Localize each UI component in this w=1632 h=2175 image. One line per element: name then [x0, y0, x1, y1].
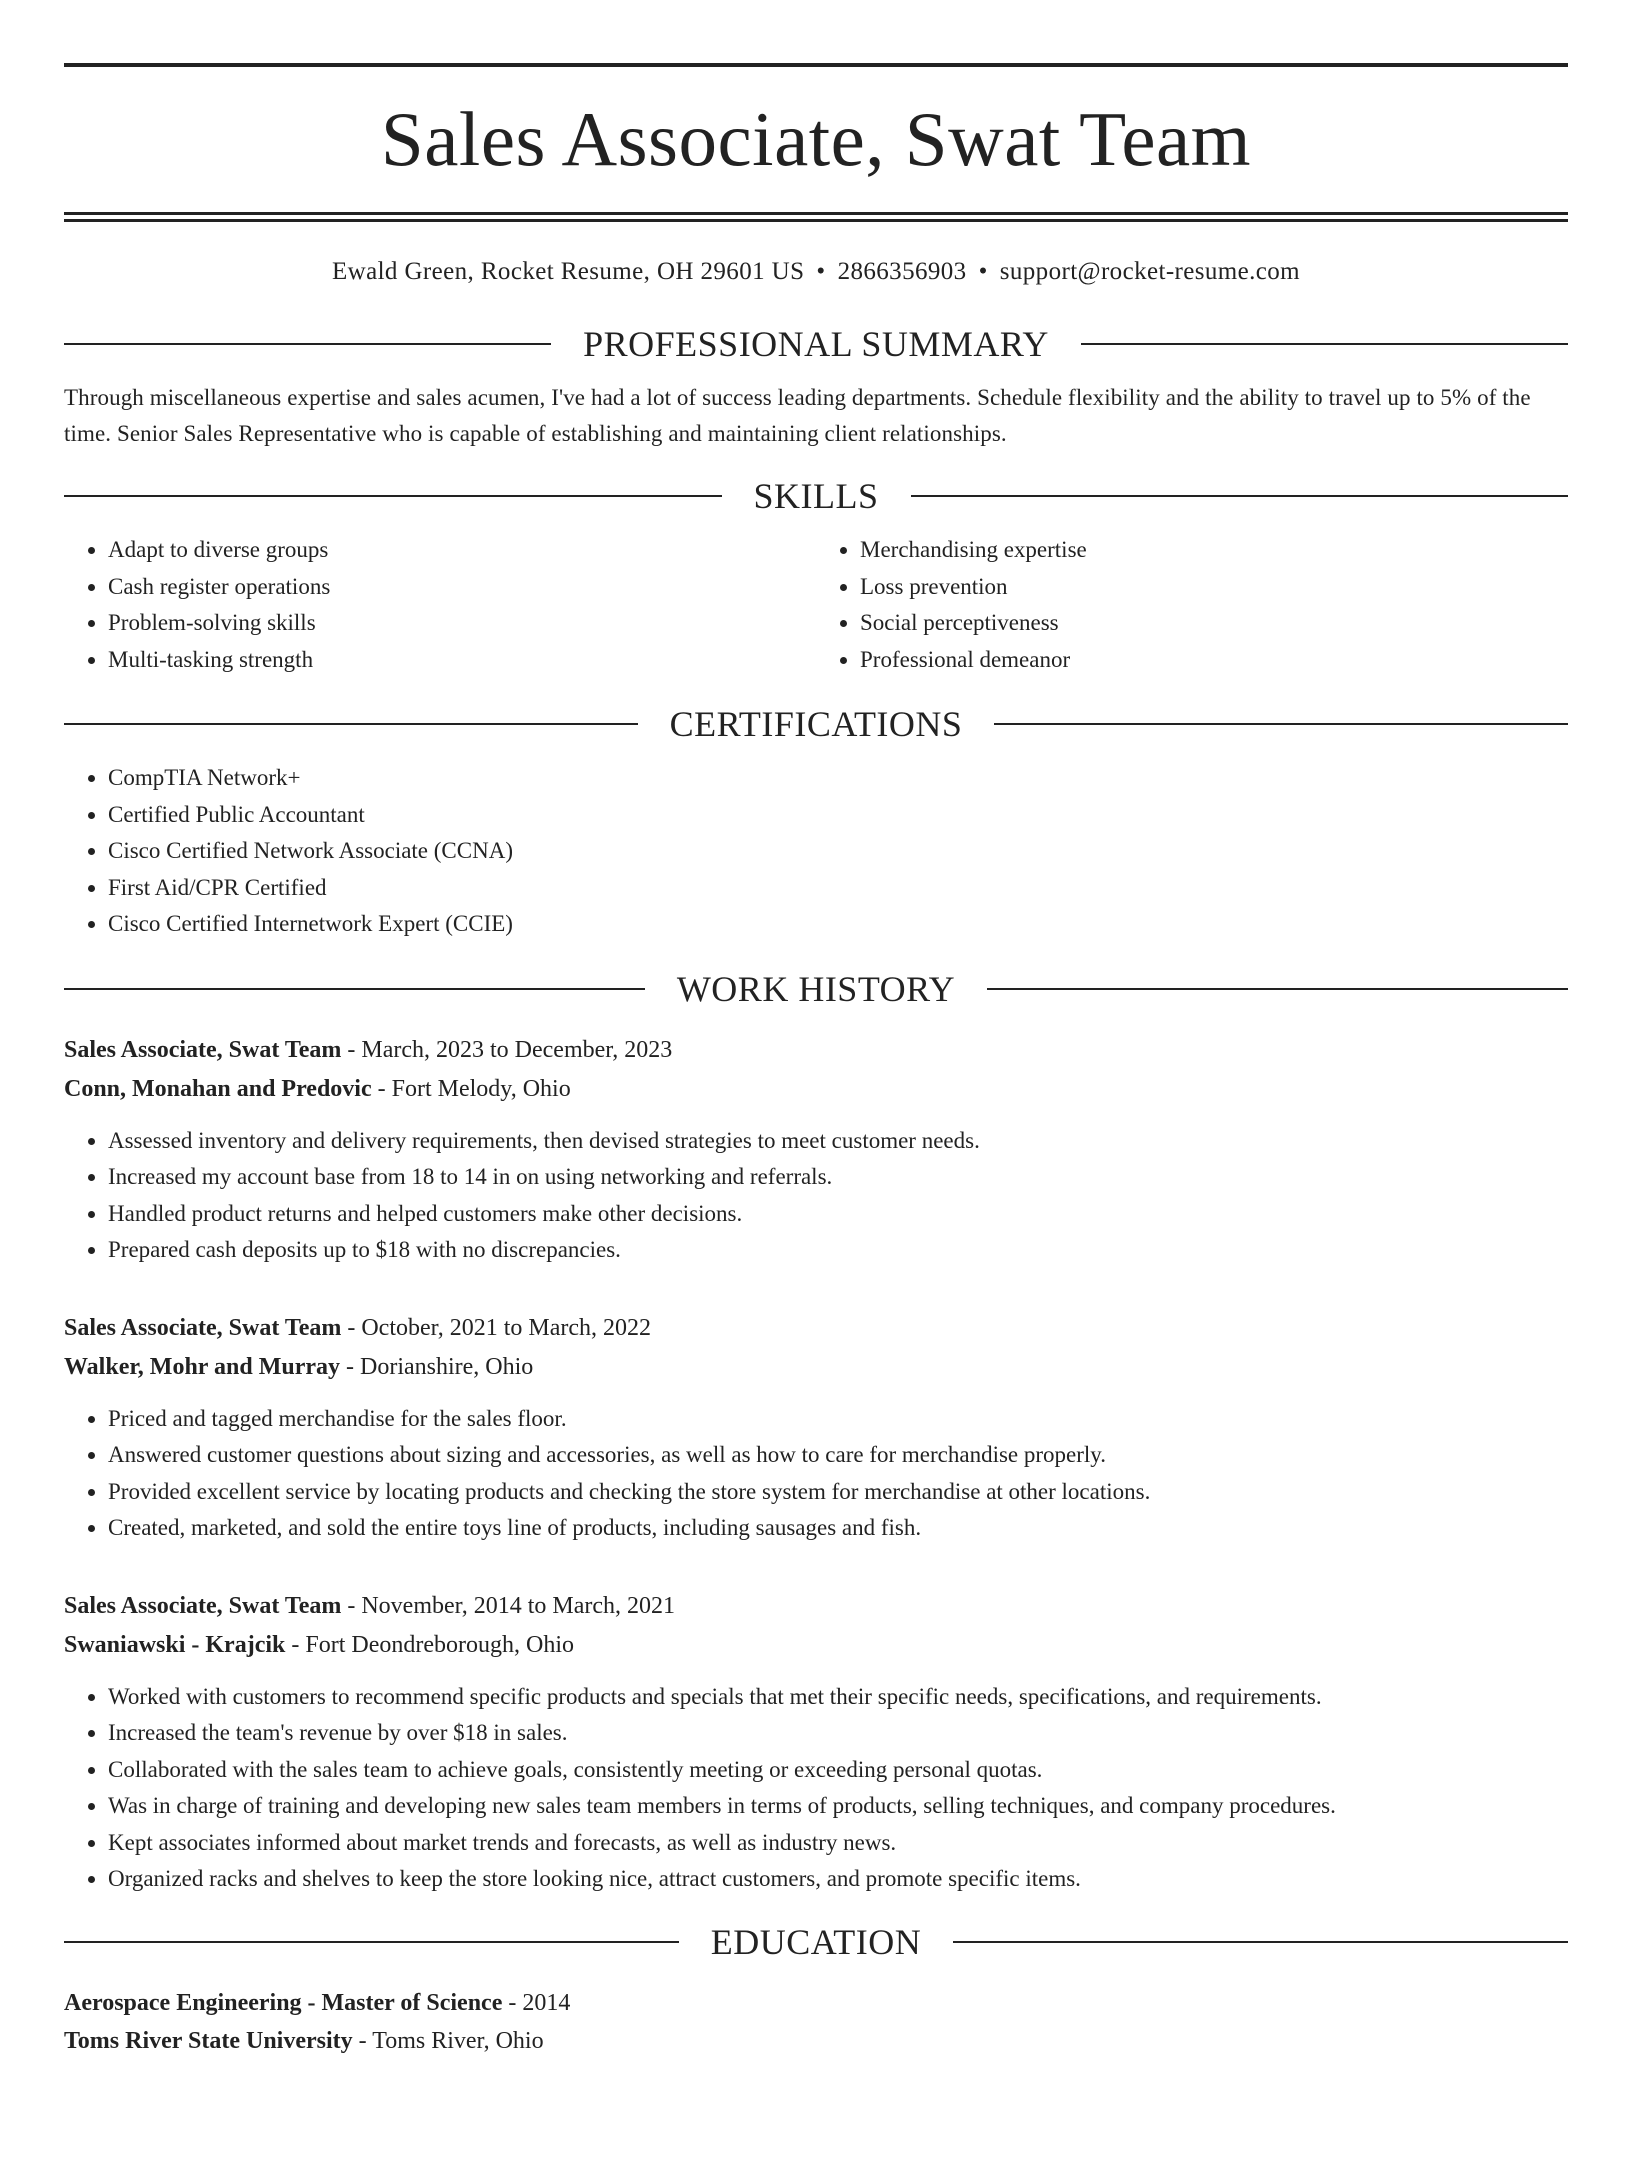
job-duties-list	[64, 1679, 1568, 1898]
contact-separator: •	[816, 258, 826, 285]
list-item: • Cisco Certified Internetwork Expert (CCIE)	[108, 906, 1568, 943]
job-company-line	[64, 1348, 1568, 1387]
education-section-heading	[64, 1920, 1568, 1964]
resume-page	[0, 63, 1632, 2175]
list-item: • Kept associates informed about market trends and forecasts, as well as industry news.	[108, 1825, 1568, 1862]
list-item: • Certified Public Accountant	[108, 797, 1568, 834]
job-title-line	[64, 1309, 1568, 1348]
contact-phone: 2866356903	[837, 258, 967, 285]
list-item: • Cisco Certified Network Associate (CCNA)	[108, 833, 1568, 870]
list-item: • Merchandising expertise	[860, 532, 1568, 569]
education-heading-label: EDUCATION	[710, 1921, 922, 1962]
education-degree: Aerospace Engineering - Master of Science	[64, 1989, 503, 2016]
list-item: • Multi-tasking strength	[108, 642, 816, 679]
list-item: • Loss prevention	[860, 569, 1568, 606]
job-duties-list	[64, 1401, 1568, 1547]
summary-text: Through miscellaneous expertise and sales acumen, I've had a lot of success leading departments. Schedule flexibility and the ability to travel up to 5% of the time. Senior Sales Representative who is capable of establishing and maintaining client relationships.	[64, 385, 1531, 446]
skills-section-heading	[64, 474, 1568, 518]
list-item: • Collaborated with the sales team to achieve goals, consistently meeting or exceeding personal quotas.	[108, 1752, 1568, 1789]
contact-separator: •	[978, 258, 988, 285]
job-company: Walker, Mohr and Murray	[64, 1353, 341, 1380]
heading-rule	[1081, 343, 1568, 345]
list-item: • Priced and tagged merchandise for the sales floor.	[108, 1401, 1568, 1438]
job-dates: - March, 2023 to December, 2023	[341, 1036, 673, 1063]
heading-rule	[994, 723, 1568, 725]
certifications-list	[64, 760, 1568, 943]
list-item: • Increased the team's revenue by over $18 in sales.	[108, 1715, 1568, 1752]
list-item: • CompTIA Network+	[108, 760, 1568, 797]
education-school: Toms River State University	[64, 2027, 353, 2054]
job-location: - Fort Melody, Ohio	[371, 1075, 571, 1102]
list-item: • Increased my account base from 18 to 14 in on using networking and referrals.	[108, 1159, 1568, 1196]
job-duties-list	[64, 1123, 1568, 1269]
list-item: • Social perceptiveness	[860, 605, 1568, 642]
list-item: • Prepared cash deposits up to $18 with no discrepancies.	[108, 1232, 1568, 1269]
certifications-heading-label: CERTIFICATIONS	[669, 704, 963, 744]
list-item: • Problem-solving skills	[108, 605, 816, 642]
resume-title: Sales Associate, Swat Team	[380, 96, 1252, 182]
job-location: - Dorianshire, Ohio	[340, 1353, 534, 1380]
job-dates: - October, 2021 to March, 2022	[341, 1314, 651, 1341]
job-role: Sales Associate, Swat Team	[64, 1036, 342, 1063]
certifications-section-heading	[64, 702, 1568, 746]
heading-rule	[987, 988, 1568, 990]
job-title-line	[64, 1587, 1568, 1626]
list-item: • Handled product returns and helped customers make other decisions.	[108, 1196, 1568, 1233]
top-rule	[64, 63, 1568, 67]
job-company-line	[64, 1070, 1568, 1109]
job-title-line	[64, 1031, 1568, 1070]
list-item: • First Aid/CPR Certified	[108, 870, 1568, 907]
skills-list-right	[816, 532, 1568, 678]
job-dates: - November, 2014 to March, 2021	[341, 1592, 675, 1619]
list-item: • Cash register operations	[108, 569, 816, 606]
heading-rule	[64, 343, 551, 345]
job-company: Conn, Monahan and Predovic	[64, 1075, 372, 1102]
heading-rule	[64, 1941, 679, 1943]
education-year: - 2014	[502, 1989, 571, 2016]
heading-rule	[64, 495, 722, 497]
contact-email: support@rocket-resume.com	[999, 258, 1301, 285]
title-double-rule	[64, 212, 1568, 222]
heading-rule	[911, 495, 1569, 497]
skills-list-left	[64, 532, 816, 678]
job-role: Sales Associate, Swat Team	[64, 1592, 342, 1619]
summary-heading-label: PROFESSIONAL SUMMARY	[583, 324, 1049, 364]
summary-section-heading	[64, 322, 1568, 366]
job-entry	[64, 1031, 1568, 1269]
education-school-line	[64, 2022, 1568, 2060]
job-entry	[64, 1587, 1568, 1898]
job-role: Sales Associate, Swat Team	[64, 1314, 342, 1341]
list-item: • Worked with customers to recommend specific products and specials that met their specific needs, specifications, and requirements.	[108, 1679, 1568, 1716]
work-history-heading-label: WORK HISTORY	[676, 968, 956, 1009]
list-item: • Created, marketed, and sold the entire toys line of products, including sausages and fish.	[108, 1510, 1568, 1547]
list-item: • Assessed inventory and delivery requirements, then devised strategies to meet customer needs.	[108, 1123, 1568, 1160]
job-location: - Fort Deondreborough, Ohio	[285, 1631, 574, 1658]
heading-rule	[64, 723, 638, 725]
list-item: • Provided excellent service by locating products and checking the store system for merchandise at other locations.	[108, 1474, 1568, 1511]
list-item: • Adapt to diverse groups	[108, 532, 816, 569]
skills-grid	[64, 532, 1568, 678]
heading-rule	[953, 1941, 1568, 1943]
list-item: • Was in charge of training and developing new sales team members in terms of products, selling techniques, and company procedures.	[108, 1788, 1568, 1825]
education-degree-line	[64, 1984, 1568, 2022]
list-item: • Answered customer questions about sizing and accessories, as well as how to care for merchandise properly.	[108, 1437, 1568, 1474]
heading-rule	[64, 988, 645, 990]
contact-address: Ewald Green, Rocket Resume, OH 29601 US	[331, 258, 805, 285]
job-entry	[64, 1309, 1568, 1547]
education-entry	[64, 1984, 1568, 2060]
list-item: • Organized racks and shelves to keep the store looking nice, attract customers, and promote specific items.	[108, 1861, 1568, 1898]
list-item: • Professional demeanor	[860, 642, 1568, 679]
skills-heading-label: SKILLS	[753, 476, 879, 516]
job-company-line	[64, 1626, 1568, 1665]
education-location: - Toms River, Ohio	[352, 2027, 544, 2054]
work-history-section-heading	[64, 967, 1568, 1011]
contact-line	[64, 256, 1568, 288]
job-company: Swaniawski - Krajcik	[64, 1631, 286, 1658]
